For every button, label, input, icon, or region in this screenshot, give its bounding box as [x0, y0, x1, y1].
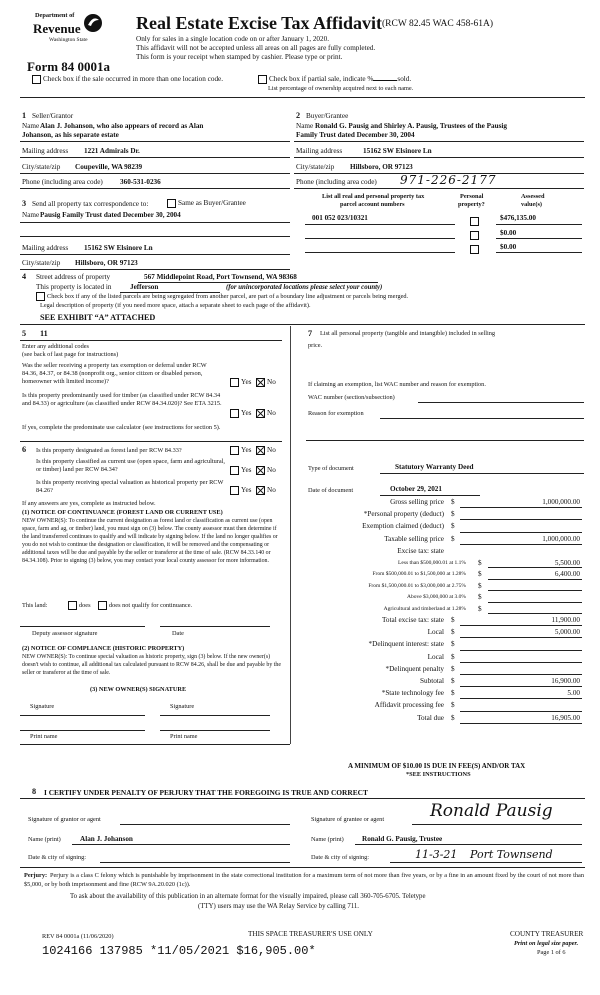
- tax-row-label: Less than $500,000.01 at 1.1%: [398, 560, 466, 566]
- rule: [390, 862, 582, 863]
- rule: [160, 626, 270, 627]
- parcel-2-value[interactable]: $0.00: [500, 229, 517, 237]
- land-does[interactable]: [68, 601, 91, 610]
- seller-name-label: Name: [22, 122, 40, 130]
- partial-sale-check[interactable]: [258, 75, 411, 84]
- checkbox[interactable]: [470, 231, 479, 240]
- checkbox[interactable]: [470, 217, 479, 226]
- rule: [20, 441, 282, 442]
- sec8-num: 8: [32, 787, 37, 796]
- deputy-date-label: Date: [172, 630, 184, 637]
- county[interactable]: Jefferson: [130, 283, 159, 291]
- corr-label: Send all property tax correspondence to:: [32, 200, 149, 208]
- exhibit-a: SEE EXHIBIT “A” ATTACHED: [40, 313, 156, 322]
- partial-sale-tail: sold.: [397, 75, 412, 84]
- tax-row-label: Total due: [417, 713, 444, 722]
- rule: [20, 188, 290, 189]
- seller-phone[interactable]: 360-531-0236: [120, 178, 161, 186]
- rule: [120, 824, 290, 825]
- checked-box-icon[interactable]: [256, 486, 265, 495]
- sec5-q3: If yes, complete the predominate use calculator (see instructions for section 5).: [22, 424, 221, 431]
- yes-label: Yes: [241, 446, 252, 455]
- checkbox[interactable]: [36, 292, 45, 301]
- parcel-1-value[interactable]: $476,135.00: [500, 214, 536, 222]
- rule: [305, 252, 455, 253]
- doc-type-label: Type of document: [308, 465, 354, 472]
- note-line-3: This form is your receipt when stamped by cashier. Please type or print.: [136, 53, 343, 61]
- sec6-q2: Is this property classified as current use (open space, farm and agricultural, or timber) land per RCW 84.34?: [36, 458, 226, 473]
- no-label: No: [267, 409, 276, 418]
- new-owner-print-2: Print name: [170, 733, 198, 740]
- sec5-q1: Was the seller receiving a property tax exemption or deferral under RCW 84.36, 84.37, or 84.38 (nonprofit org., senior citizen or disabled person, homeowner with limited income)?: [22, 362, 207, 385]
- property-label: Street address of property: [36, 273, 111, 281]
- dollar-sign: $: [451, 522, 455, 531]
- amount-line: [460, 625, 582, 626]
- tax-row-label: Local: [427, 628, 444, 637]
- dept-of: Department of: [35, 12, 75, 19]
- legal-desc-label: Legal description of property (if you need more space, attach a separate sheet to each page of the affidavit).: [40, 302, 311, 309]
- checkbox[interactable]: [230, 466, 239, 475]
- partial-sale-sub: List percentage of ownership acquired next to each name.: [268, 85, 414, 92]
- no-label: No: [267, 486, 276, 495]
- sec7-l2: price.: [308, 342, 323, 349]
- buyer-phone[interactable]: 971-226-2177: [400, 173, 497, 187]
- corr-mail-label: Mailing address: [22, 244, 69, 252]
- notice2-body: NEW OWNER(S): To continue special valuation as historic property, sign (3) below. If the new owner(s) doesn't wish to continue, all additional tax calculated pursuant to RCW 84.26, shall be due and payable by the seller or transferor at the time of sale.: [22, 654, 281, 677]
- certify-text: I CERTIFY UNDER PENALTY OF PERJURY THAT THE FOREGOING IS TRUE AND CORRECT: [44, 788, 368, 797]
- rule: [72, 844, 290, 845]
- corr-name-label: Name: [22, 211, 40, 219]
- sec6-q1-yes[interactable]: [230, 446, 251, 455]
- sec5-q2: Is this property predominantly used for timber (as classified under RCW 84.34 and 84.33) or agriculture (as classified under RCW 84.34.020)? See ETA 3215.: [22, 392, 222, 407]
- rule: [305, 238, 455, 239]
- new-owner-sig-2: Signature: [170, 703, 195, 710]
- partial-sale-label: Check box if partial sale, indicate %: [269, 75, 374, 84]
- rule: [20, 626, 145, 627]
- seller-mail-label: Mailing address: [22, 147, 69, 155]
- grantor-name-label: Name (print): [28, 836, 61, 843]
- rule: [294, 141, 584, 142]
- sec6-q3-yes[interactable]: [230, 486, 251, 495]
- corr-num: 3: [22, 199, 27, 208]
- corr-same-check[interactable]: [167, 199, 246, 208]
- tax-row-label: Total excise tax: state: [382, 616, 444, 624]
- dor-logo: [33, 10, 103, 50]
- rule: [20, 744, 290, 745]
- dollar-sign: $: [451, 510, 455, 519]
- buyer-mail-label: Mailing address: [296, 147, 343, 155]
- rule: [380, 473, 584, 474]
- checked-box-icon[interactable]: [256, 466, 265, 475]
- does-label: does: [79, 601, 91, 609]
- tty: (TTY) users may use the WA Relay Service by calling 711.: [198, 903, 360, 910]
- amount-line: [488, 567, 582, 568]
- no-label: No: [267, 466, 276, 475]
- amount-line: [460, 637, 582, 638]
- rule: [496, 224, 582, 225]
- sec6-q2-no[interactable]: [256, 466, 276, 475]
- checkbox[interactable]: [230, 446, 239, 455]
- tax-row-amount[interactable]: 1,000,000.00: [542, 534, 580, 543]
- parcel-3-value[interactable]: $0.00: [500, 243, 517, 251]
- tax-row-label: Excise tax: state: [397, 546, 444, 555]
- dollar-sign: $: [451, 640, 455, 649]
- buyer-num: 2: [296, 111, 301, 120]
- tax-row-label: *Delinquent penalty: [385, 664, 444, 673]
- grantee-date[interactable]: 11-3-21: [415, 848, 458, 861]
- rule: [160, 715, 270, 716]
- rule: [20, 269, 290, 270]
- grantee-date-label: Date & city of signing:: [311, 854, 370, 861]
- cashier-stamp: 1024166 137985 *11/05/2021 $16,905.00*: [42, 944, 316, 958]
- segregation-label: Check box if any of the listed parcels are being segregated from another parcel, are part of a boundary line adjustment or parcels being merged.: [47, 292, 409, 300]
- perjury-text: Perjury is a class C felony which is punishable by imprisonment in the state correctional institution for a maximum term of not more than five years, or by a fine in an amount fixed by the court of not more than $5,000, or by both imprisonment and fine (RCW 9A.20.020 (1c)).: [24, 872, 584, 888]
- sec5-q1-no[interactable]: [256, 378, 276, 387]
- grantee-name[interactable]: Ronald G. Pausig, Trustee: [362, 835, 443, 843]
- assessed-col-head: Assessed: [521, 193, 545, 200]
- amount-line: [460, 698, 582, 699]
- buyer-name-2: Family Trust dated December 30, 2004: [296, 131, 415, 139]
- seller-heading: Seller/Grantor: [32, 112, 74, 120]
- dollar-sign: $: [451, 664, 455, 673]
- amount-line: [488, 590, 582, 591]
- sec6-q1: Is this property designated as forest land per RCW 84.33?: [36, 447, 182, 454]
- notice3-head: (3) NEW OWNER(S) SIGNATURE: [90, 686, 187, 693]
- corr-city[interactable]: Hillsboro, OR 97123: [75, 259, 138, 267]
- notice2-head: (2) NOTICE OF COMPLIANCE (HISTORIC PROPERTY): [22, 645, 185, 652]
- yes-label: Yes: [241, 466, 252, 475]
- revenue-swirl-icon: [83, 12, 103, 34]
- dollar-sign: $: [451, 677, 455, 685]
- dollar-sign: $: [478, 593, 482, 602]
- doc-type[interactable]: Statutory Warranty Deed: [395, 463, 474, 471]
- checkbox[interactable]: [470, 245, 479, 254]
- grantee-city[interactable]: Port Townsend: [470, 848, 553, 861]
- multi-location-label: Check box if the sale occurred in more than one location code.: [43, 75, 224, 84]
- no-label: No: [267, 446, 276, 455]
- minimum-due: A MINIMUM OF $10.00 IS DUE IN FEE(S) AND/OR TAX: [348, 762, 526, 770]
- rule: [20, 867, 585, 868]
- yes-label: Yes: [241, 486, 252, 495]
- rule: [100, 862, 290, 863]
- amount-line: [460, 519, 582, 520]
- no-label: No: [267, 378, 276, 387]
- seller-city[interactable]: Coupeville, WA 98239: [75, 163, 143, 171]
- dollar-sign: $: [478, 570, 482, 579]
- wac-label: WAC number (section/subsection): [308, 394, 395, 401]
- tax-row-label: Gross selling price: [390, 498, 444, 506]
- rule: [496, 252, 582, 253]
- checkbox[interactable]: [230, 486, 239, 495]
- tax-row-label: *Personal property (deduct): [363, 510, 444, 519]
- amount-line: [460, 686, 582, 687]
- tax-row-label: Affidavit processing fee: [374, 701, 444, 710]
- checkbox[interactable]: [230, 409, 239, 418]
- tax-row-amount[interactable]: 1,000,000.00: [542, 498, 580, 506]
- dept-revenue: Revenue: [33, 21, 81, 36]
- land-label: This land:: [22, 602, 48, 609]
- county-treasurer: COUNTY TREASURER: [510, 930, 584, 938]
- grantee-name-label: Name (print): [311, 836, 344, 843]
- doesnot-label: does not qualify for continuance.: [109, 601, 193, 609]
- grantee-sig-label: Signature of grantee or agent: [311, 816, 385, 823]
- assessed-col-head-2: value(s): [521, 201, 542, 208]
- yes-label: Yes: [241, 378, 252, 387]
- rule: [380, 418, 584, 419]
- rule: [138, 282, 378, 283]
- tax-row-label: *State technology fee: [381, 689, 444, 698]
- form-title: Real Estate Excise Tax Affidavit: [136, 13, 382, 33]
- amount-line: [460, 674, 582, 675]
- rule: [20, 715, 145, 716]
- seller-mail[interactable]: 1221 Admirals Dr.: [84, 147, 140, 155]
- dollar-sign: $: [451, 689, 455, 698]
- parcel-col-head: List all real and personal property tax: [322, 193, 425, 200]
- amount-line: [488, 579, 582, 580]
- parcel-3-personal[interactable]: [470, 240, 481, 258]
- property-address[interactable]: 567 Middlepoint Road, Port Townsend, WA 98368: [144, 273, 297, 281]
- sec5-l1: Enter any additional codes: [22, 343, 89, 350]
- tax-row-label: Local: [427, 652, 444, 661]
- dollar-sign: $: [451, 498, 455, 506]
- reason-label: Reason for exemption: [308, 410, 364, 417]
- tax-row-label: *Delinquent interest: state: [368, 640, 444, 649]
- tax-row-label: Above $3,000,000 at 3.0%: [407, 594, 466, 601]
- seller-name-1: Alan J. Johanson, who also appears of record as Alan: [40, 122, 204, 130]
- tax-row-amount[interactable]: 5,500.00: [554, 559, 580, 567]
- rev-number: REV 84 0001a (11/06/2020): [42, 933, 114, 940]
- yes-label: Yes: [241, 409, 252, 418]
- rule: [20, 730, 145, 731]
- rule: [20, 173, 290, 174]
- located-note: (for unincorporated locations please select your county): [226, 284, 383, 291]
- note-line-1: Only for sales in a single location code on or after January 1, 2020.: [136, 35, 330, 43]
- amount-line: [488, 613, 582, 614]
- amount-line: [460, 507, 582, 508]
- new-owner-sig-1: Signature: [30, 703, 55, 710]
- property-num: 4: [22, 272, 27, 281]
- rule: [294, 157, 584, 158]
- sec5-num: 5: [22, 329, 27, 338]
- notice1-body: NEW OWNER(S): To continue the current designation as forest land or classification as current use (open space, farm and ag, or timber) land, you must sign on (3) below. The county assessor must then determine if the land transferred continues to qualify and will indicate by signing below. If the land no longer qualifies or you do not wish to continue the designation or classification, it will be removed and the compensating or additional taxes will be due and payable by the seller or transferor at the time of sale. (RCW 84.33.140 or 84.34.108). Prior to signing (3) below, you may contact your local county assessor for more information.: [22, 518, 278, 565]
- tax-row-amount[interactable]: 16,900.00: [551, 677, 580, 685]
- checkbox[interactable]: [230, 378, 239, 387]
- amount-line: [460, 532, 582, 533]
- seller-name-2: Johanson, as his separate estate: [22, 131, 119, 139]
- seller-num: 1: [22, 111, 27, 120]
- corr-same-label: Same as Buyer/Grantee: [178, 199, 246, 208]
- sec6-q2-yes[interactable]: [230, 466, 251, 475]
- header-rule: [20, 97, 585, 98]
- checked-box-icon[interactable]: [256, 446, 265, 455]
- doc-date-label: Date of document: [308, 487, 354, 494]
- sec5-q2-yes[interactable]: [230, 409, 251, 418]
- rule: [20, 254, 290, 255]
- grantor-sig-label: Signature of grantor or agent: [28, 816, 101, 823]
- notice1-head: (1) NOTICE OF CONTINUANCE (FOREST LAND OR CURRENT USE): [22, 509, 223, 516]
- dollar-sign: $: [451, 713, 455, 722]
- seller-city-label: City/state/zip: [22, 163, 61, 171]
- rule: [20, 236, 290, 237]
- rule: [20, 222, 290, 223]
- form-rcw: (RCW 82.45 WAC 458-61A): [382, 19, 494, 29]
- corr-name[interactable]: Pausig Family Trust dated December 30, 2004: [40, 211, 181, 219]
- amount-line: [460, 544, 582, 545]
- exempt-label: If claiming an exemption, list WAC number and reason for exemption.: [308, 381, 486, 388]
- sec6-num: 6: [22, 445, 27, 454]
- rule: [20, 141, 290, 142]
- sec5-q2-no[interactable]: [256, 409, 276, 418]
- dollar-sign: $: [451, 534, 455, 543]
- tax-row-label: Taxable selling price: [384, 534, 444, 543]
- dept-state: Washington State: [49, 37, 88, 43]
- sec5-code[interactable]: 11: [40, 329, 48, 338]
- buyer-city[interactable]: Hillsboro, OR 97123: [350, 163, 413, 171]
- amount-line: [460, 650, 582, 651]
- sec7-num: 7: [308, 329, 313, 338]
- sec6-q3-no[interactable]: [256, 486, 276, 495]
- buyer-mail[interactable]: 15162 SW Elsinore Ln: [363, 147, 432, 155]
- new-owner-print-1: Print name: [30, 733, 58, 740]
- note-line-2: This affidavit will not be accepted unless all areas on all pages are fully completed.: [136, 44, 376, 52]
- alt-format: To ask about the availability of this publication in an alternate format for the visually impaired, please call 360-705-6705. Teletype: [70, 893, 426, 900]
- checkbox[interactable]: [68, 601, 77, 610]
- buyer-heading: Buyer/Grantee: [306, 112, 349, 120]
- personal-col-head: Personal: [460, 193, 484, 200]
- located-label: This property is located in: [36, 283, 112, 291]
- checkbox[interactable]: [32, 75, 41, 84]
- rule: [380, 495, 480, 496]
- rule: [20, 798, 585, 799]
- amount-line: [460, 711, 582, 712]
- rule: [20, 157, 290, 158]
- tax-row-amount[interactable]: 5.00: [567, 689, 580, 698]
- tax-row-label: Agricultural and timberland at 1.28%: [383, 605, 466, 612]
- dollar-sign: $: [478, 559, 482, 567]
- amount-line: [460, 662, 582, 663]
- buyer-name-label: Name: [296, 122, 314, 130]
- tax-row-label: From $1,500,000.01 to $3,000,000 at 2.75%: [368, 582, 466, 589]
- tax-row-amount[interactable]: 6,400.00: [554, 570, 580, 579]
- checked-box-icon[interactable]: [256, 409, 265, 418]
- dollar-sign: $: [478, 581, 482, 590]
- rule: [355, 844, 582, 845]
- rule: [412, 824, 582, 825]
- tax-row-amount[interactable]: 11,900.00: [551, 616, 580, 624]
- corr-mail[interactable]: 15162 SW Elsinore Ln: [84, 244, 153, 252]
- rule: [20, 324, 585, 325]
- doc-date[interactable]: October 29, 2021: [390, 485, 442, 493]
- tax-row-label: From $500,000.01 to $1,500,000 at 1.28%: [372, 571, 466, 578]
- rule: [160, 730, 270, 731]
- checkbox[interactable]: [167, 199, 176, 208]
- rule: [294, 188, 584, 189]
- corr-city-label: City/state/zip: [22, 259, 61, 267]
- sec6-q1-no[interactable]: [256, 446, 276, 455]
- rule: [418, 402, 584, 403]
- sec6-q3: Is this property receiving special valuation as historical property per RCW 84.26?: [36, 479, 224, 494]
- parcel-1[interactable]: 001 052 023/10321: [312, 214, 368, 222]
- amount-line: [488, 602, 582, 603]
- checkbox[interactable]: [258, 75, 267, 84]
- buyer-name-1: Ronald G. Pausig and Shirley A. Pausig, Trustees of the Pausig: [315, 122, 508, 130]
- parcel-col-head-2: parcel account numbers: [340, 201, 405, 208]
- checkbox[interactable]: [98, 601, 107, 610]
- dollar-sign: $: [451, 701, 455, 710]
- rule: [20, 340, 282, 341]
- multi-location-check[interactable]: [32, 75, 223, 84]
- tax-row-label: Subtotal: [420, 677, 444, 685]
- form-number: Form 84 0001a: [27, 59, 111, 74]
- buyer-city-label: City/state/zip: [296, 163, 335, 171]
- rule: [496, 238, 582, 239]
- tax-row-amount[interactable]: 5,000.00: [554, 628, 580, 637]
- sec7-l1: List all personal property (tangible and intangible) included in selling: [320, 330, 496, 337]
- grantee-signature[interactable]: Ronald Pausig: [430, 801, 553, 821]
- perjury-head: Perjury:: [24, 872, 48, 879]
- grantor-date-label: Date & city of signing:: [28, 854, 87, 861]
- grantor-name[interactable]: Alan J. Johanson: [80, 835, 133, 843]
- sec6-q4: If any answers are yes, complete as instructed below.: [22, 500, 156, 507]
- tax-row-amount[interactable]: 16,905.00: [551, 713, 580, 722]
- deputy-sig-label: Deputy assessor signature: [32, 630, 98, 637]
- tax-row-label: Exemption claimed (deduct): [362, 522, 444, 531]
- seller-phone-label: Phone (including area code): [22, 178, 103, 186]
- page-number: Page 1 of 6: [537, 949, 566, 956]
- dollar-sign: $: [478, 604, 482, 613]
- dollar-sign: $: [451, 616, 455, 624]
- rule: [305, 224, 455, 225]
- dollar-sign: $: [451, 652, 455, 661]
- dollar-sign: $: [451, 628, 455, 637]
- personal-col-head-2: property?: [458, 201, 485, 208]
- legal-paper: Print on legal size paper.: [514, 940, 579, 947]
- land-doesnot[interactable]: [98, 601, 192, 610]
- treasurer-space: THIS SPACE TREASURER'S USE ONLY: [248, 930, 373, 938]
- sec5-q1-yes[interactable]: [230, 378, 251, 387]
- sec5-l2: (see back of last page for instructions): [22, 351, 119, 358]
- amount-line: [460, 723, 582, 724]
- buyer-phone-label: Phone (including area code): [296, 178, 377, 186]
- column-divider: [290, 326, 291, 744]
- checked-box-icon[interactable]: [256, 378, 265, 387]
- rule: [306, 440, 584, 441]
- segregation-check[interactable]: [36, 292, 408, 301]
- see-instructions: *SEE INSTRUCTIONS: [406, 771, 471, 778]
